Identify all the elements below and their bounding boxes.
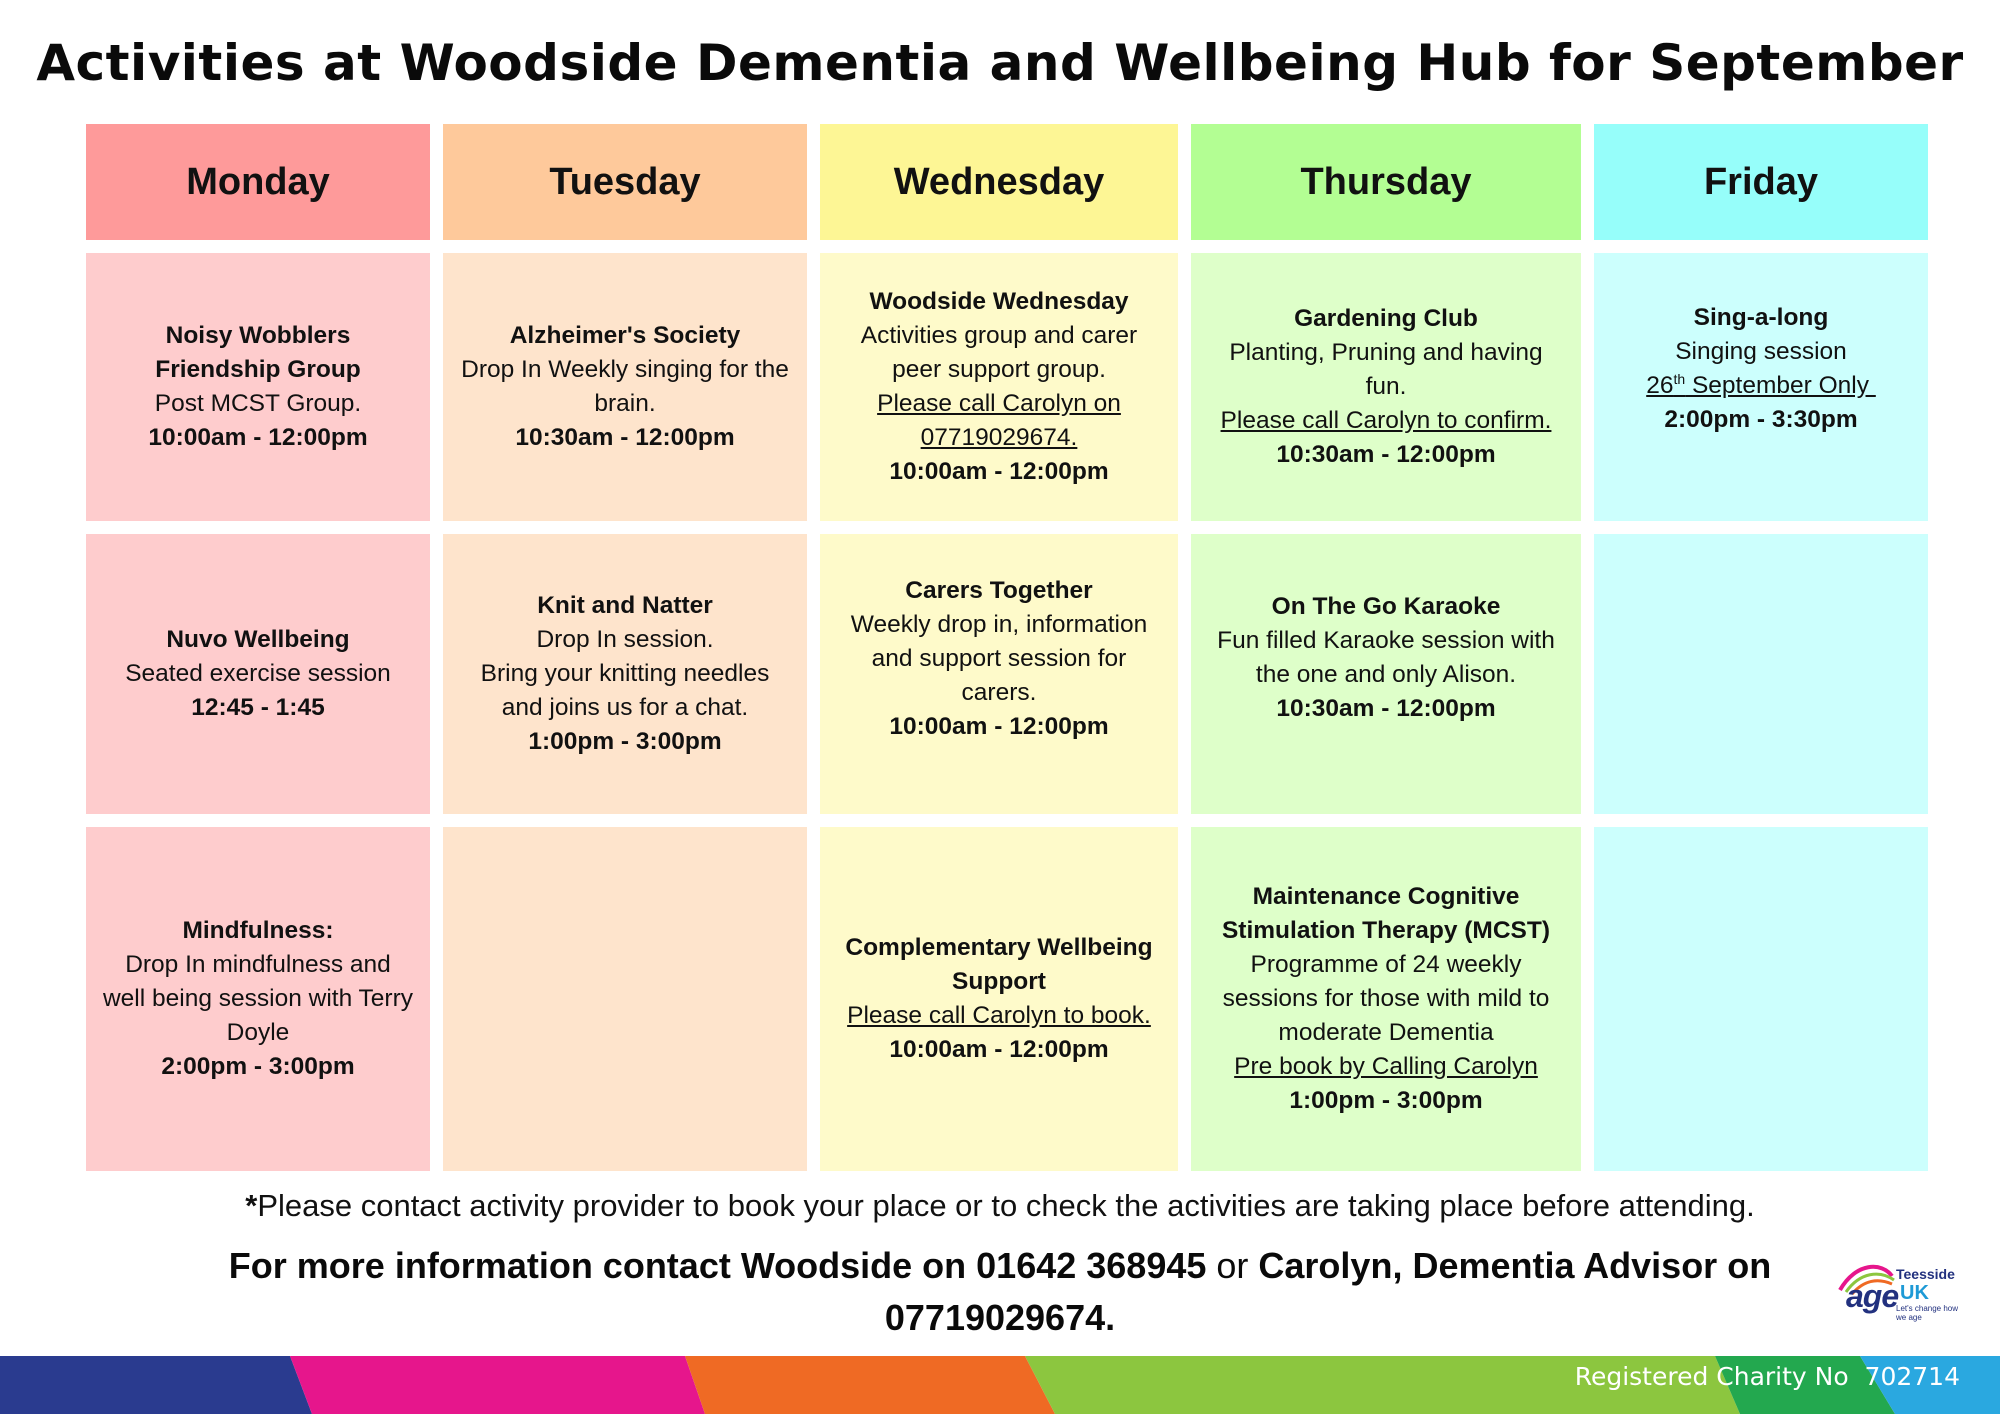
activity-name: Woodside Wednesday	[869, 288, 1129, 315]
activity-cell-wednesday-3	[820, 827, 1178, 1171]
logo-tagline: Let's change how we age	[1896, 1304, 1959, 1322]
contact-or: or	[1206, 1245, 1259, 1286]
activity-cell-wednesday-2	[820, 534, 1178, 814]
activity-time: 10:00am - 12:00pm	[889, 458, 1109, 485]
booking-instruction: Please call Carolyn on	[877, 390, 1121, 417]
activity-name: On The Go Karaoke	[1271, 593, 1501, 620]
booking-instruction: Pre book by Calling Carolyn	[1234, 1053, 1538, 1080]
logo-age: age	[1846, 1278, 1899, 1314]
contact-woodside: For more information contact Woodside on 01642 368945	[228, 1245, 1207, 1286]
activity-description: well being session with Terry	[102, 985, 414, 1012]
logo-uk: UK	[1900, 1282, 1929, 1304]
activity-date	[1646, 369, 1876, 403]
activity-description: Bring your knitting needles	[480, 660, 770, 687]
date-day: 26	[1646, 372, 1674, 399]
day-header-friday: Friday	[1594, 124, 1928, 240]
activity-cell-tuesday-2	[443, 534, 807, 814]
activity-description: Fun filled Karaoke session with	[1217, 627, 1555, 654]
activity-cell-tuesday-1	[443, 253, 807, 521]
activity-description: brain.	[594, 390, 656, 417]
activity-time: 2:00pm - 3:00pm	[161, 1053, 355, 1080]
day-header-wednesday: Wednesday	[820, 124, 1178, 240]
activity-time: 10:30am - 12:00pm	[1276, 695, 1496, 722]
activity-name: Support	[952, 968, 1046, 995]
logo-region: Teesside	[1896, 1266, 1955, 1282]
activity-description: Drop In mindfulness and	[125, 951, 391, 978]
activity-cell-thursday-2	[1191, 534, 1581, 814]
activity-description: Weekly drop in, information	[850, 611, 1148, 638]
activity-cell-friday-2-empty	[1594, 534, 1928, 814]
activity-description: Singing session	[1675, 338, 1847, 365]
activity-time: 1:00pm - 3:00pm	[1289, 1087, 1483, 1114]
contact-carolyn: Carolyn, Dementia Advisor on	[1258, 1245, 1772, 1286]
activity-time: 10:00am - 12:00pm	[148, 424, 368, 451]
activity-name: Gardening Club	[1294, 305, 1478, 332]
activity-cell-friday-3-empty	[1594, 827, 1928, 1171]
activity-name: Noisy Wobblers	[165, 322, 351, 349]
activity-cell-monday-2	[86, 534, 430, 814]
activity-time: 10:30am - 12:00pm	[1276, 441, 1496, 468]
activity-description: peer support group.	[892, 356, 1106, 383]
date-month: September Only	[1685, 372, 1876, 399]
day-header-monday: Monday	[86, 124, 430, 240]
activity-description: Planting, Pruning and having	[1229, 339, 1543, 366]
activity-description: and support session for	[871, 645, 1127, 672]
activity-cell-monday-1	[86, 253, 430, 521]
activity-cell-friday-1	[1594, 253, 1928, 521]
activity-cell-tuesday-3-empty	[443, 827, 807, 1171]
activity-cell-thursday-3	[1191, 827, 1581, 1171]
booking-instruction: Please call Carolyn to book.	[847, 1002, 1151, 1029]
activity-name: Maintenance Cognitive	[1252, 883, 1520, 910]
activity-cell-monday-3	[86, 827, 430, 1171]
activity-description: fun.	[1365, 373, 1407, 400]
activity-time: 10:00am - 12:00pm	[889, 713, 1109, 740]
activity-description: Seated exercise session	[125, 660, 391, 687]
footnote-text: Please contact activity provider to book your place or to check the activities are taking place before attending.	[257, 1188, 1755, 1223]
activity-description: the one and only Alison.	[1255, 661, 1517, 688]
activity-time: 10:00am - 12:00pm	[889, 1036, 1109, 1063]
activity-description: Programme of 24 weekly	[1250, 951, 1522, 978]
activity-time: 10:30am - 12:00pm	[515, 424, 735, 451]
activity-cell-wednesday-1	[820, 253, 1178, 521]
booking-footnote	[0, 1188, 2000, 1224]
activity-cell-thursday-1	[1191, 253, 1581, 521]
activity-name: Stimulation Therapy (MCST)	[1221, 917, 1551, 944]
footnote-star: *	[245, 1188, 258, 1223]
activity-name: Nuvo Wellbeing	[166, 626, 350, 653]
activity-name: Carers Together	[905, 577, 1093, 604]
schedule-grid	[86, 124, 1926, 1172]
page-title: Activities at Woodside Dementia and Wellbeing Hub for September	[36, 34, 1964, 92]
activity-description: carers.	[961, 679, 1037, 706]
activity-time: 2:00pm - 3:30pm	[1664, 406, 1858, 433]
activity-description: Post MCST Group.	[154, 390, 362, 417]
phone-number: 07719029674.	[920, 424, 1078, 451]
date-suffix: th	[1673, 370, 1686, 387]
day-header-thursday: Thursday	[1191, 124, 1581, 240]
contact-phone: 07719029674.	[884, 1297, 1116, 1338]
activity-description: Activities group and carer	[860, 322, 1138, 349]
booking-instruction: Please call Carolyn to confirm.	[1220, 407, 1552, 434]
activity-time: 12:45 - 1:45	[191, 694, 325, 721]
charity-number: Registered Charity No 702714	[1574, 1362, 1960, 1391]
activity-description: moderate Dementia	[1278, 1019, 1494, 1046]
activity-description: Drop In Weekly singing for the	[461, 356, 789, 383]
activity-name: Complementary Wellbeing	[845, 934, 1153, 961]
activity-name: Knit and Natter	[537, 592, 713, 619]
activity-name: Friendship Group	[155, 356, 361, 383]
activity-time: 1:00pm - 3:00pm	[528, 728, 722, 755]
day-header-tuesday: Tuesday	[443, 124, 807, 240]
contact-info	[180, 1240, 1820, 1344]
activity-description: Doyle	[226, 1019, 290, 1046]
activity-name: Mindfulness:	[182, 917, 334, 944]
age-uk-logo	[1836, 1256, 1962, 1326]
activity-name: Alzheimer's Society	[509, 322, 741, 349]
activity-description: and joins us for a chat.	[501, 694, 749, 721]
activity-description: Drop In session.	[536, 626, 714, 653]
activity-description: sessions for those with mild to	[1222, 985, 1550, 1012]
activity-name: Sing-a-long	[1693, 304, 1829, 331]
